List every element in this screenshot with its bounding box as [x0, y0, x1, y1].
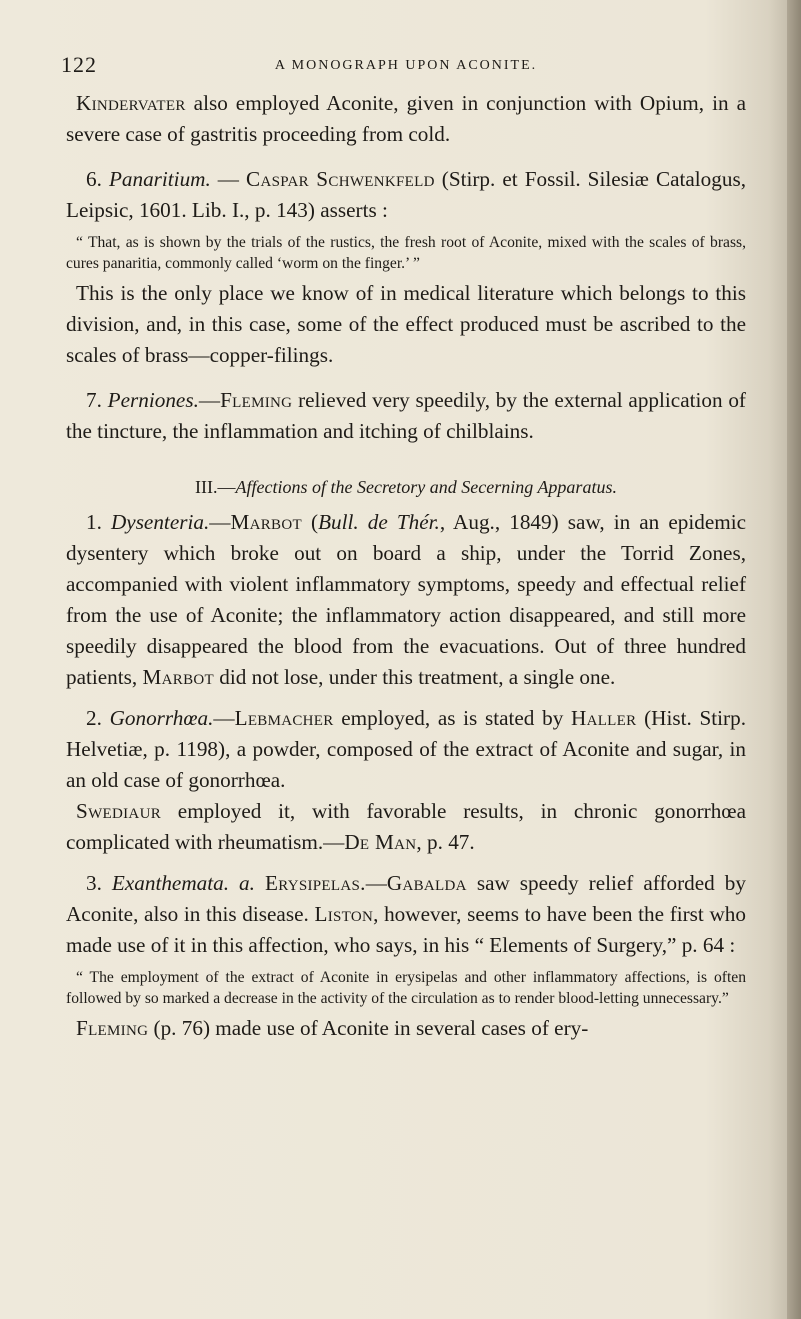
page-number: 122	[61, 52, 97, 77]
paragraph-only-place: This is the only place we know of in medical literature which belongs to this division, and, in this case, some of the effect produced must be ascribed to the scales of brass—copper-filings.	[66, 281, 746, 367]
page-header	[61, 52, 746, 88]
author-name: Kindervater	[76, 91, 186, 115]
entry-exanthemata: 3. Exanthemata. a. Erysipelas.—Gabalda saw speedy relief afforded by Aconite, also in this disease. Liston, however, seems to have been the first who made use of it in this affection, who says, in his “ Elements of Surgery,” p. 64 :	[66, 871, 746, 957]
author-name: Lebmacher	[234, 706, 334, 730]
section-heading: III.—Affections of the Secretory and Secerning Apparatus.	[195, 477, 617, 497]
subentry-name: Erysipelas.	[264, 871, 366, 895]
entry-panaritium: 6. Panaritium. — Caspar Schwenkfeld (Stirp. et Fossil. Silesiæ Catalogus, Leipsic, 1601. Lib. I., p. 143) asserts :	[66, 167, 746, 222]
paragraph-kindervater: Kindervater also employed Aconite, given in conjunction with Opium, in a severe case of gastritis proceeding from cold.	[66, 91, 746, 146]
entry-title: Gonorrhœa.	[109, 706, 214, 730]
page-content	[61, 52, 747, 1044]
page-edge-shadow	[787, 0, 801, 1319]
author-name: Liston	[314, 902, 374, 926]
running-head: A MONOGRAPH UPON ACONITE.	[274, 58, 538, 73]
entry-dysenteria: 1. Dysenteria.—Marbot (Bull. de Thér., Aug., 1849) saw, in an epidemic dysentery which broke out on board a ship, under the Torrid Zones, accompanied with violent inflammatory symptoms, speedy and effectual relief from the use of Aconite; the inflammatory action disappeared, and still more speedily disappeared the blood from the evacuations. Out of three hundred patients, Marbot did not lose, under this treatment, a single one.	[66, 510, 747, 689]
entry-gonorrhoea: 2. Gonorrhœa.—Lebmacher employed, as is stated by Haller (Hist. Stirp. Helvetiæ, p. 1198), a powder, composed of the extract of Aconite and sugar, in an old case of gonorrhœa.	[66, 706, 746, 792]
author-name: Marbot	[230, 510, 302, 534]
paragraph-fleming: Fleming (p. 76) made use of Aconite in several cases of ery-	[76, 1016, 589, 1040]
author-name: Marbot	[142, 665, 214, 689]
author-name: Fleming	[76, 1016, 149, 1040]
quote-erysipelas: “ The employment of the extract of Aconite in erysipelas and other inflammatory affections, is often followed by so marked a decrease in the activity of the circulation as to render blood-letting unnecessary.”	[66, 969, 746, 1007]
paragraph-swediaur: Swediaur employed it, with favorable results, in chronic gonorrhœa complicated with rheumatism.—De Man, p. 47.	[66, 799, 746, 854]
author-name: De Man	[344, 830, 417, 854]
quote-panaritium: “ That, as is shown by the trials of the rustics, the fresh root of Aconite, mixed with the scales of brass, cures panaritia, commonly called ‘worm on the finger.’ ”	[66, 234, 746, 272]
entry-title: Dysenteria.	[110, 510, 210, 534]
entry-perniones: 7. Perniones.—Fleming relieved very speedily, by the external application of the tincture, the inflammation and itching of chilblains.	[66, 388, 746, 443]
author-name: Gabalda	[386, 871, 467, 895]
author-name: Haller	[570, 706, 637, 730]
entry-title: Panaritium.	[108, 167, 211, 191]
entry-title: Perniones.	[107, 388, 199, 412]
author-name: Swediaur	[76, 799, 162, 823]
entry-title: Exanthemata.	[111, 871, 230, 895]
author-name: Fleming	[220, 388, 293, 412]
author-name: Caspar Schwenkfeld	[246, 167, 435, 191]
